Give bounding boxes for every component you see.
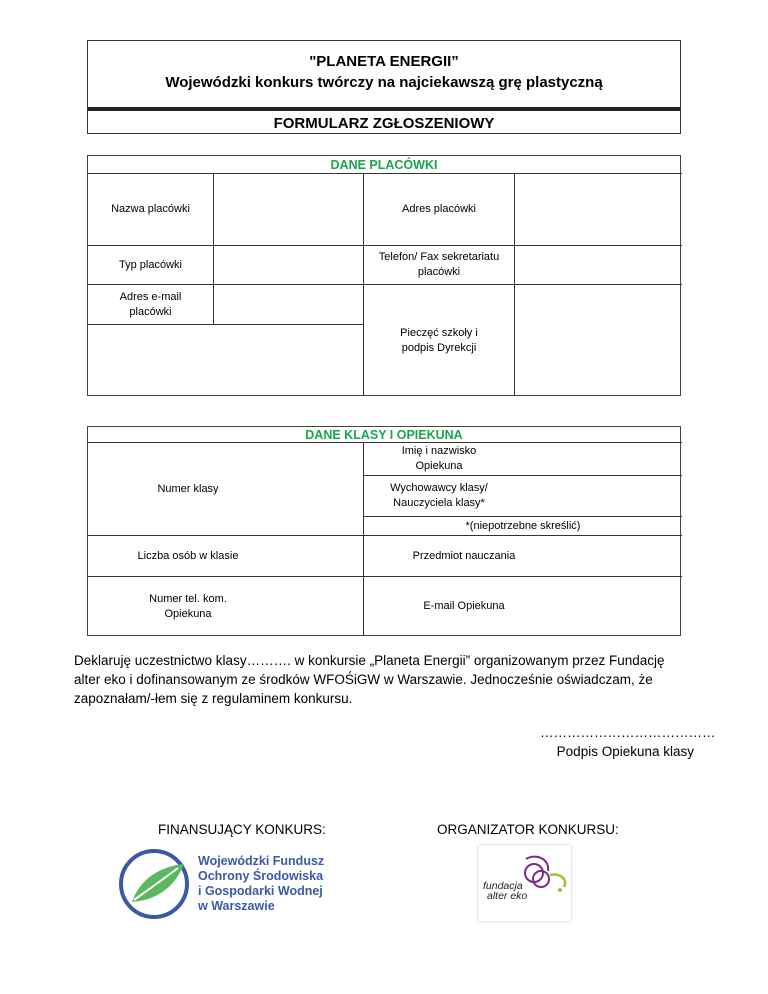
label-pieczec: Pieczęć szkoły i podpis Dyrekcji: [400, 326, 478, 354]
organizator-label: ORGANIZATOR KONKURSU:: [437, 822, 619, 837]
signature-dots: …………………………………: [540, 725, 716, 740]
input-telefon-opiekuna[interactable]: [288, 577, 363, 636]
wfosigw-line-3: i Gospodarki Wodnej: [198, 884, 323, 898]
input-numer-klasy[interactable]: [288, 443, 363, 535]
label-liczba-osob: Liczba osób w klasie: [137, 549, 239, 562]
placowka-table: [87, 155, 681, 396]
wfosigw-line-2: Ochrony Środowiska: [198, 869, 324, 883]
input-email-opiekuna[interactable]: [564, 577, 681, 636]
label-adres-placowki: Adres placówki: [402, 203, 476, 215]
wfosigw-logo: [118, 848, 323, 920]
label-email-opiekuna: E-mail Opiekuna: [423, 600, 505, 612]
wfosigw-line-1: Wojewódzki Fundusz: [198, 854, 325, 868]
input-adres-placowki[interactable]: [515, 174, 681, 245]
klasa-table: [87, 426, 681, 636]
note-niepotrzebne: *(niepotrzebne skreślić): [465, 519, 581, 532]
klasa-section-title: DANE KLASY I OPIEKUNA: [305, 428, 463, 442]
label-imie-opiekuna: Imię i nazwisko Opiekuna: [401, 445, 477, 472]
alter-eko-line-2: alter eko: [487, 890, 528, 902]
header-divider: [88, 107, 680, 111]
label-przedmiot: Przedmiot nauczania: [412, 549, 516, 562]
alter-eko-line-1: fundacja: [483, 880, 523, 892]
contest-title: "PLANETA ENERGII”: [309, 53, 459, 70]
header-box: [87, 40, 681, 134]
declaration-text: Deklaruję uczestnictwo klasy………. w konkursie „Planeta Energii” organizowanym przez Fundację alter eko i dofinansowanym ze środków WFOŚiGW w Warszawie. Jednocześnie oświadczam, że zapoznałam/-łem się z regulaminem konkursu.: [74, 653, 665, 706]
finansujacy-label: FINANSUJĄCY KONKURS:: [158, 822, 326, 837]
contest-subtitle: Wojewódzki konkurs twórczy na najciekawszą grę plastyczną: [165, 74, 603, 91]
label-numer-klasy: Numer klasy: [157, 482, 219, 495]
label-telefon-placowki: Telefon/ Fax sekretariatu placówki: [378, 251, 500, 278]
placowka-section-title: DANE PLACÓWKI: [330, 158, 438, 172]
divider: [88, 324, 364, 325]
wfosigw-line-4: w Warszawie: [198, 899, 275, 913]
input-email-placowki[interactable]: [214, 285, 363, 324]
label-email-placowki: Adres e-mail placówki: [119, 290, 182, 318]
label-wychowawca: Wychowawcy klasy/ Nauczyciela klasy*: [390, 482, 488, 509]
input-telefon-placowki[interactable]: [515, 246, 681, 284]
leaf-globe-icon: [118, 848, 190, 920]
alter-eko-logo: [478, 845, 571, 921]
input-nazwa-placowki[interactable]: [214, 174, 363, 245]
signature-label: Podpis Opiekuna klasy: [556, 744, 694, 759]
input-pieczec[interactable]: [515, 285, 681, 396]
form-title: FORMULARZ ZGŁOSZENIOWY: [273, 115, 495, 132]
label-nazwa-placowki: Nazwa placówki: [111, 203, 190, 215]
label-typ-placowki: Typ placówki: [119, 258, 182, 271]
input-typ-placowki[interactable]: [214, 246, 363, 284]
input-liczba-osob[interactable]: [288, 536, 363, 576]
input-wychowawca[interactable]: [514, 476, 681, 516]
label-telefon-opiekuna: Numer tel. kom. Opiekuna: [149, 592, 227, 620]
input-przedmiot[interactable]: [564, 536, 681, 576]
input-imie-opiekuna[interactable]: [514, 443, 681, 475]
